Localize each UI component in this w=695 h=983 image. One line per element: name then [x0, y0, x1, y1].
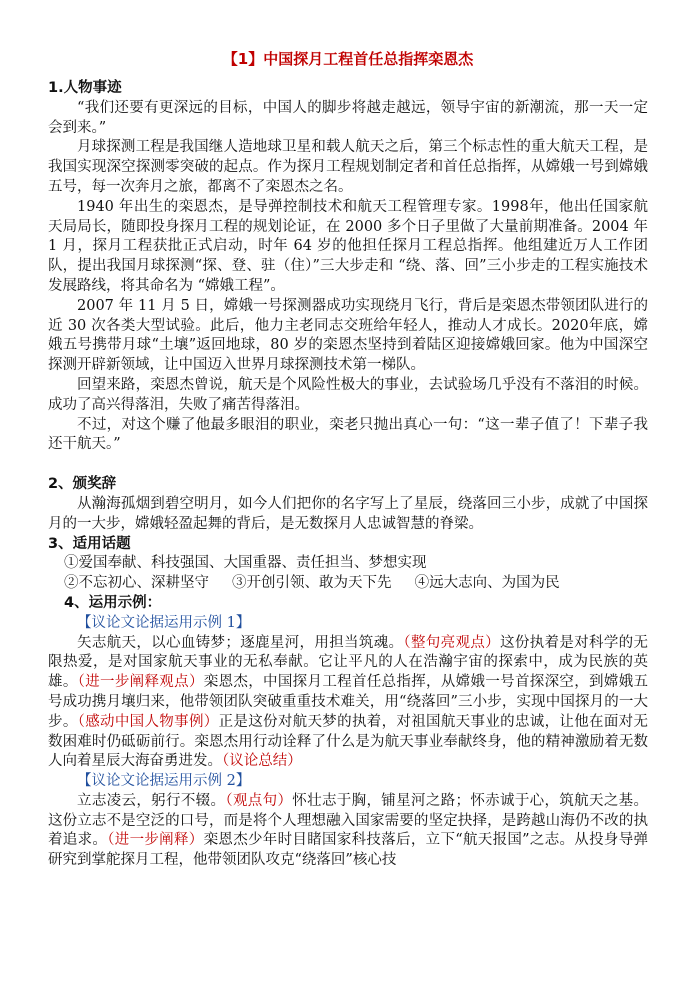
example-1-annotation-2: （进一步阐释观点）	[77, 674, 204, 691]
topic-group-4: ④远大志向、为国为民	[414, 575, 560, 592]
example-2-part-2: 怀壮志于胸，铺星河之路；怀赤诚于心，筑航天之基。这份立志不是空泛的口号，而是将个人理想融入国家需要的坚定抉择，是跨越山海仍不改的执着追求。	[48, 792, 649, 849]
example-2-text	[48, 792, 648, 871]
section-heading-topics: 3、适用话题	[48, 535, 131, 552]
example-1-label: 【议论文论据运用示例 1】	[77, 614, 251, 631]
example-2-part-3: 栾恩杰少年时目睹国家科技落后，立下“航天报国”之志。从投身导弹研究到掌舵探月工程，他带领团队攻克“绕落回”核心技	[48, 832, 649, 869]
paragraph-closing-quote: 不过，对这个赚了他最多眼泪的职业，栾老只抛出真心一句：“这一辈子值了！下辈子我还干航天。”	[48, 416, 648, 453]
topics-line-1: ①爱国奉献、科技强国、大国重器、责任担当、梦想实现	[64, 555, 427, 572]
example-1-annotation-4: （议论总结）	[222, 753, 302, 770]
example-2-annotation-1: （观点句）	[225, 792, 293, 809]
topics-line-2	[48, 574, 648, 594]
example-2-part-1: 立志凌云，躬行不辍。	[77, 792, 226, 809]
document-body	[48, 49, 648, 871]
section-heading-deeds: 1.人物事迹	[48, 80, 122, 96]
example-2-label: 【议论文论据运用示例 2】	[77, 773, 251, 790]
award-text: 从瀚海孤烟到碧空明月，如今人们把你的名字写上了星辰，绕落回三小步，成就了中国探月的一大步，嫦娥轻盈起舞的背后，是无数探月人忠诚智慧的脊梁。	[48, 495, 648, 532]
paragraph-change1: 2007 年 11 月 5 日，嫦娥一号探测器成功实现绕月飞行，背后是栾恩杰带领团队进行的近 30 次各类大型试验。此后，他力主老同志交班给年轻人，推动人才成长。2020年底，嫦娥五号携带月球“土壤”返回地球，80 岁的栾恩杰坚持到着陆区迎接嫦娥回家。他为中国深空探测开辟新领域，让中国迈入世界月球探测技术第一梯队。	[48, 297, 648, 374]
section-heading-award: 2、颁奖辞	[48, 476, 117, 493]
paragraph-recollection: 回望来路，栾恩杰曾说，航天是个风险性极大的事业，去试验场几乎没有不落泪的时候。成功了高兴得落泪，失败了痛苦得落泪。	[48, 376, 648, 413]
topic-group-2: ②不忘初心、深耕坚守	[64, 575, 209, 592]
example-1-part-2: 这份执着是对科学的无限热爱，是对国家航天事业的无私奉献。它让平凡的人在浩瀚宇宙的探索中，成为民族的英雄。	[48, 634, 649, 691]
page-title: 【1】中国探月工程首任总指挥栾恩杰	[222, 50, 474, 68]
spacer	[48, 455, 648, 475]
topic-group-3: ③开创引领、敢为天下先	[232, 575, 392, 592]
section-heading-examples: 4、运用示例：	[64, 594, 162, 611]
example-1-text	[48, 634, 648, 773]
example-1-part-3: 栾恩杰，中国探月工程首任总指挥，从嫦娥一号首探深空，到嫦娥五号成功携月壤归来，他带领团队突破重重技术难关，用“绕落回”三小步，实现中国探月的一大步。	[48, 674, 649, 730]
example-1-part-4: 正是这份对航天梦的执着，对祖国航天事业的忠诚，让他在面对无数困难时仍砥砺前行。栾恩杰用行动诠释了什么是为航天事业奉献终身，他的精神激励着无数人向着星辰大海奋勇进发。	[48, 713, 649, 770]
paragraph-project: 月球探测工程是我国继人造地球卫星和载人航天之后，第三个标志性的重大航天工程，是我国实现深空探测零突破的起点。作为探月工程规划制定者和首任总指挥，从嫦娥一号到嫦娥五号，每一次奔月之旅，都离不了栾恩杰之名。	[48, 139, 648, 195]
example-1-annotation-1: （整句亮观点）	[403, 634, 500, 651]
paragraph-quote: “我们还要有更深远的目标，中国人的脚步将越走越远，领导宇宙的新潮流，那一天一定会到来。”	[48, 99, 648, 136]
paragraph-biography: 1940 年出生的栾恩杰，是导弹控制技术和航天工程管理专家。1998年，他出任国家航天局局长，随即投身探月工程的规划论证，在 2000 多个日子里做了大量前期准备。2004 年 1 月，探月工程获批正式启动，时年 64 岁的他担任探月工程总指挥。他组建近万人工作团队，提出我国月球探测“探、登、驻（住）”三大步走和 “绕、落、回”三小步走的工程实施技术发展路线，将其命名为 “嫦娥工程”。	[48, 198, 648, 294]
example-1-part-1: 矢志航天，以心血铸梦；逐鹿星河，用担当筑魂。	[77, 634, 404, 651]
example-1-annotation-3: （感动中国人物事例）	[77, 713, 219, 730]
example-2-annotation-2: （进一步阐释）	[107, 832, 204, 849]
